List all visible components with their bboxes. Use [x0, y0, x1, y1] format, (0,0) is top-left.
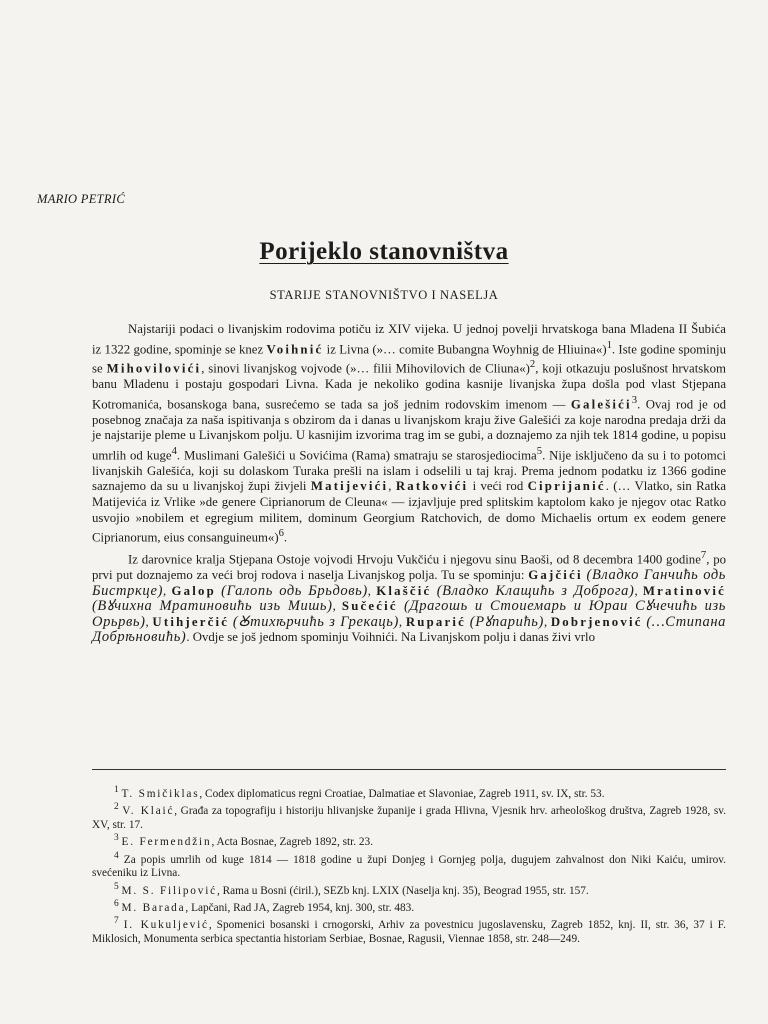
- family-name: Voihnić: [266, 341, 324, 356]
- footnote-number: 2: [114, 802, 119, 813]
- footnote-text: , Codex diplomaticus regni Croatiae, Dalmatiae et Slavoniae, Zagreb 1911, sv. IX, str. 53.: [199, 787, 605, 800]
- footnote-ref: 4: [171, 445, 177, 457]
- family-name: Galop: [171, 583, 216, 598]
- text-run: . (… Vlatko, sin Ratka Matijevića iz Vrlike »de genere Ciprianorum de Cleuna« — izjavljuje pred splitskim kaptolom kako je njegov otac Ratko usvojio »nobilem et egregium militem, dominum Georgium Ratchovich, de domo Michaelis ortum ex eodem genere Ciprianorum, eius consanguineum«): [92, 479, 726, 545]
- footnote-ref: 1: [606, 339, 612, 351]
- text-run: . Muslimani Galešići u Sovićima (Rama) smatraju se starosjediocima: [176, 448, 537, 463]
- footnote: [92, 784, 726, 801]
- footnote: [92, 850, 726, 881]
- text-run: Najstariji podaci o livanjskim rodovima potiču iz XIV vijeka. U jednoj povelji hrvatskoga bana Mladena II Šubića iz 1322 godine, spominje se knez: [92, 322, 726, 356]
- footnote: [92, 898, 726, 915]
- footnote-author: M. S. Filipović: [121, 884, 217, 897]
- footnote-ref: 6: [278, 528, 284, 540]
- paragraph-2: Iz darovnice kralja Stjepana Ostoje vojvodi Hrvoju Vukčiću i njegovu sinu Baoši, od 8 decembra 1400 godine$^7$, po prvi put doznajemo za veći broj rodova i naselja Livanjskog polja. Tu se spominju: Gajčići (Владко Ганчићь одь Бистркце), Galop (Галопь одь Брьдовь), Klaščić (Владко Клащићь з Доброга), Mratinović (Вꙋчихна Мратиновићь изь Мишь), Sučećić (Драгошь и Стоиемарь и Юраи Сꙋчечићь изь Орьрвь), Utihjerčić (Ꙋтихѣрчићь з Грекаць), Ruparić (Рꙋпарићь), Dobrjenović (…Стипана Добрѣновићь). Ovdje se još jednom spominju Voihnići. Na Livanjskom polju i danas živi vrlo: [92, 550, 727, 646]
- family-name: Mratinović: [642, 583, 727, 598]
- footnote-text: , Spomenici bosanski i crnogorski, Arhiv za povestnicu jugoslavensku, Zagreb 1852, knj. II, str. 36, 37 i F. Miklosich, Monumenta serbica spectantia historiam Serbiae, Bosnae, Ragusii, Viennae 1858, str. 248—249.: [92, 919, 726, 945]
- family-name: Ciprijanić: [527, 479, 606, 494]
- footnote-number: 5: [114, 881, 119, 892]
- family-name: Matijevići: [310, 479, 389, 494]
- footnotes: [92, 769, 726, 946]
- footnote-author: T. Smičiklas: [121, 787, 200, 800]
- family-name: Utihjerčić: [152, 614, 230, 629]
- text-run: , sinovi livanjskog vojvode (»… filii Mihovilovich de Cliuna«): [201, 361, 530, 376]
- section-heading: STARIJE STANOVNIŠTVO I NASELJA: [269, 288, 499, 302]
- article-title: Porijeklo stanovništva: [259, 238, 509, 265]
- family-name: Galešići: [570, 397, 632, 412]
- footnote-text: , Lapčani, Rad JA, Zagreb 1954, knj. 300, str. 483.: [185, 901, 415, 914]
- text-run: i veći rod: [468, 479, 528, 494]
- text-run: , po prvi put doznajemo za veći broj rodova i naselja Livanjskog polja. Tu se spominju:: [92, 552, 726, 582]
- footnote-author: V. Klaić: [122, 805, 175, 818]
- footnote-ref: 2: [529, 359, 536, 371]
- footnote: [92, 881, 726, 898]
- text-run: . Nije isključeno da su i to potomci livanjskih Galešića, koji su dolaskom Turaka prešli na islam i odselili u taj kraj. Prema jednom podatku iz 1366 godine saznajemo da su u livanjskoj župi živjeli: [92, 448, 727, 494]
- cyrillic-quote: (Владко Клащићь з Доброга): [436, 582, 635, 599]
- footnote: [92, 801, 726, 832]
- footnote-ref: 3: [631, 394, 638, 406]
- footnote-number: 3: [114, 833, 119, 844]
- cyrillic-quote: (…Стипана Добрѣновићь): [92, 613, 726, 646]
- footnote: [92, 915, 726, 946]
- family-name: Sučećić: [341, 599, 398, 614]
- footnote-number: 7: [114, 916, 119, 927]
- text-run: Iz darovnice kralja Stjepana Ostoje vojvodi Hrvoju Vukčiću i njegovu sinu Baoši, od 8 decembra 1400 godine: [128, 552, 701, 567]
- cyrillic-quote: (Владко Ганчићь одь Бистркце): [92, 566, 727, 599]
- cyrillic-quote: (Рꙋпарићь): [469, 613, 544, 630]
- text-run: , koji otkazuju poslušnost hrvatskom banu Mladenu i postaju gospodari Livna. Kada je nekoliko godina kasnije livanjska župa došla pod vlast Stjepana Kotromanića, bosanskoga bana, susrećemo se tada sa još jednim rodovskim imenom —: [92, 361, 726, 412]
- family-name: Mihovilovići: [106, 361, 202, 376]
- text-run: . Ovaj rod je od posebnog značaja za naša ispitivanja s obzirom da i danas u livanjskom kraju žive Galešići za koje narodna predaja drži da je najstarije pleme u Livanjskom polju. U kasnijim izvorima trag im se gubi, a doznajemo za njih tek 1814 godine, u popisu umrlih od kuge: [92, 397, 727, 463]
- footnote-number: 4: [114, 850, 119, 861]
- footnote-author: I. Kukuljević: [123, 919, 209, 932]
- family-name: Klaščić: [376, 583, 432, 598]
- cyrillic-quote: (Драгошь и Стоиемарь и Юраи Сꙋчечићь изь Орьрвь): [92, 598, 726, 630]
- author-name: MARIO PETRIĆ: [37, 192, 125, 206]
- text-run: . Ovdje se još jednom spominju Voihnići. Na Livanjskom polju i danas živi vrlo: [186, 630, 596, 645]
- footnote-text: , Acta Bosnae, Zagreb 1892, str. 23.: [211, 836, 374, 849]
- footnote-author: E. Fermendžin: [121, 836, 212, 849]
- footnote-text: Za popis umrlih od kuge 1814 — 1818 godine u župi Donjeg i Gornjeg polja, dugujem zahvalnost don Niki Kaiću, umirov. svećeniku iz Livna.: [92, 853, 726, 880]
- paragraph-1: [92, 322, 726, 546]
- footnote-number: 6: [114, 898, 119, 909]
- cyrillic-quote: (Галопь одь Брьдовь): [221, 582, 368, 599]
- footnote-text: , Rama u Bosni (ćiril.), SEZb knj. LXIX (Naselja knj. 35), Beograd 1955, str. 157.: [216, 884, 589, 897]
- footnote-author: M. Barada: [121, 901, 186, 914]
- footnote-ref: 7: [700, 550, 707, 562]
- cyrillic-quote: (Ꙋтихѣрчићь з Грекаць): [232, 613, 399, 630]
- family-name: Dobrjenović: [550, 614, 643, 629]
- footnote-ref: 5: [536, 445, 543, 457]
- footnote: [92, 832, 726, 849]
- text-run: ,: [388, 479, 396, 494]
- text-run: .: [283, 530, 288, 545]
- family-name: Ratkovići: [395, 479, 469, 494]
- family-name: Gajčići: [528, 567, 583, 582]
- cyrillic-quote: (Вꙋчихна Мратиновићь изь Мишь): [92, 598, 333, 615]
- family-name: Ruparić: [405, 614, 467, 629]
- text-run: iz Livna (»… comite Bubangna Woyhnig de Hliuina«): [323, 341, 607, 356]
- text-run: . Iste godine spominju se: [92, 341, 726, 376]
- footnote-text: , Građa za topografiju i historiju hlivanjske županije i grada Hlivna, Vjesnik hrv. arheološkog društva, Zagreb 1928, sv. XV, str. 17.: [92, 805, 727, 831]
- article-body: [92, 322, 726, 646]
- footnote-number: 1: [114, 785, 119, 795]
